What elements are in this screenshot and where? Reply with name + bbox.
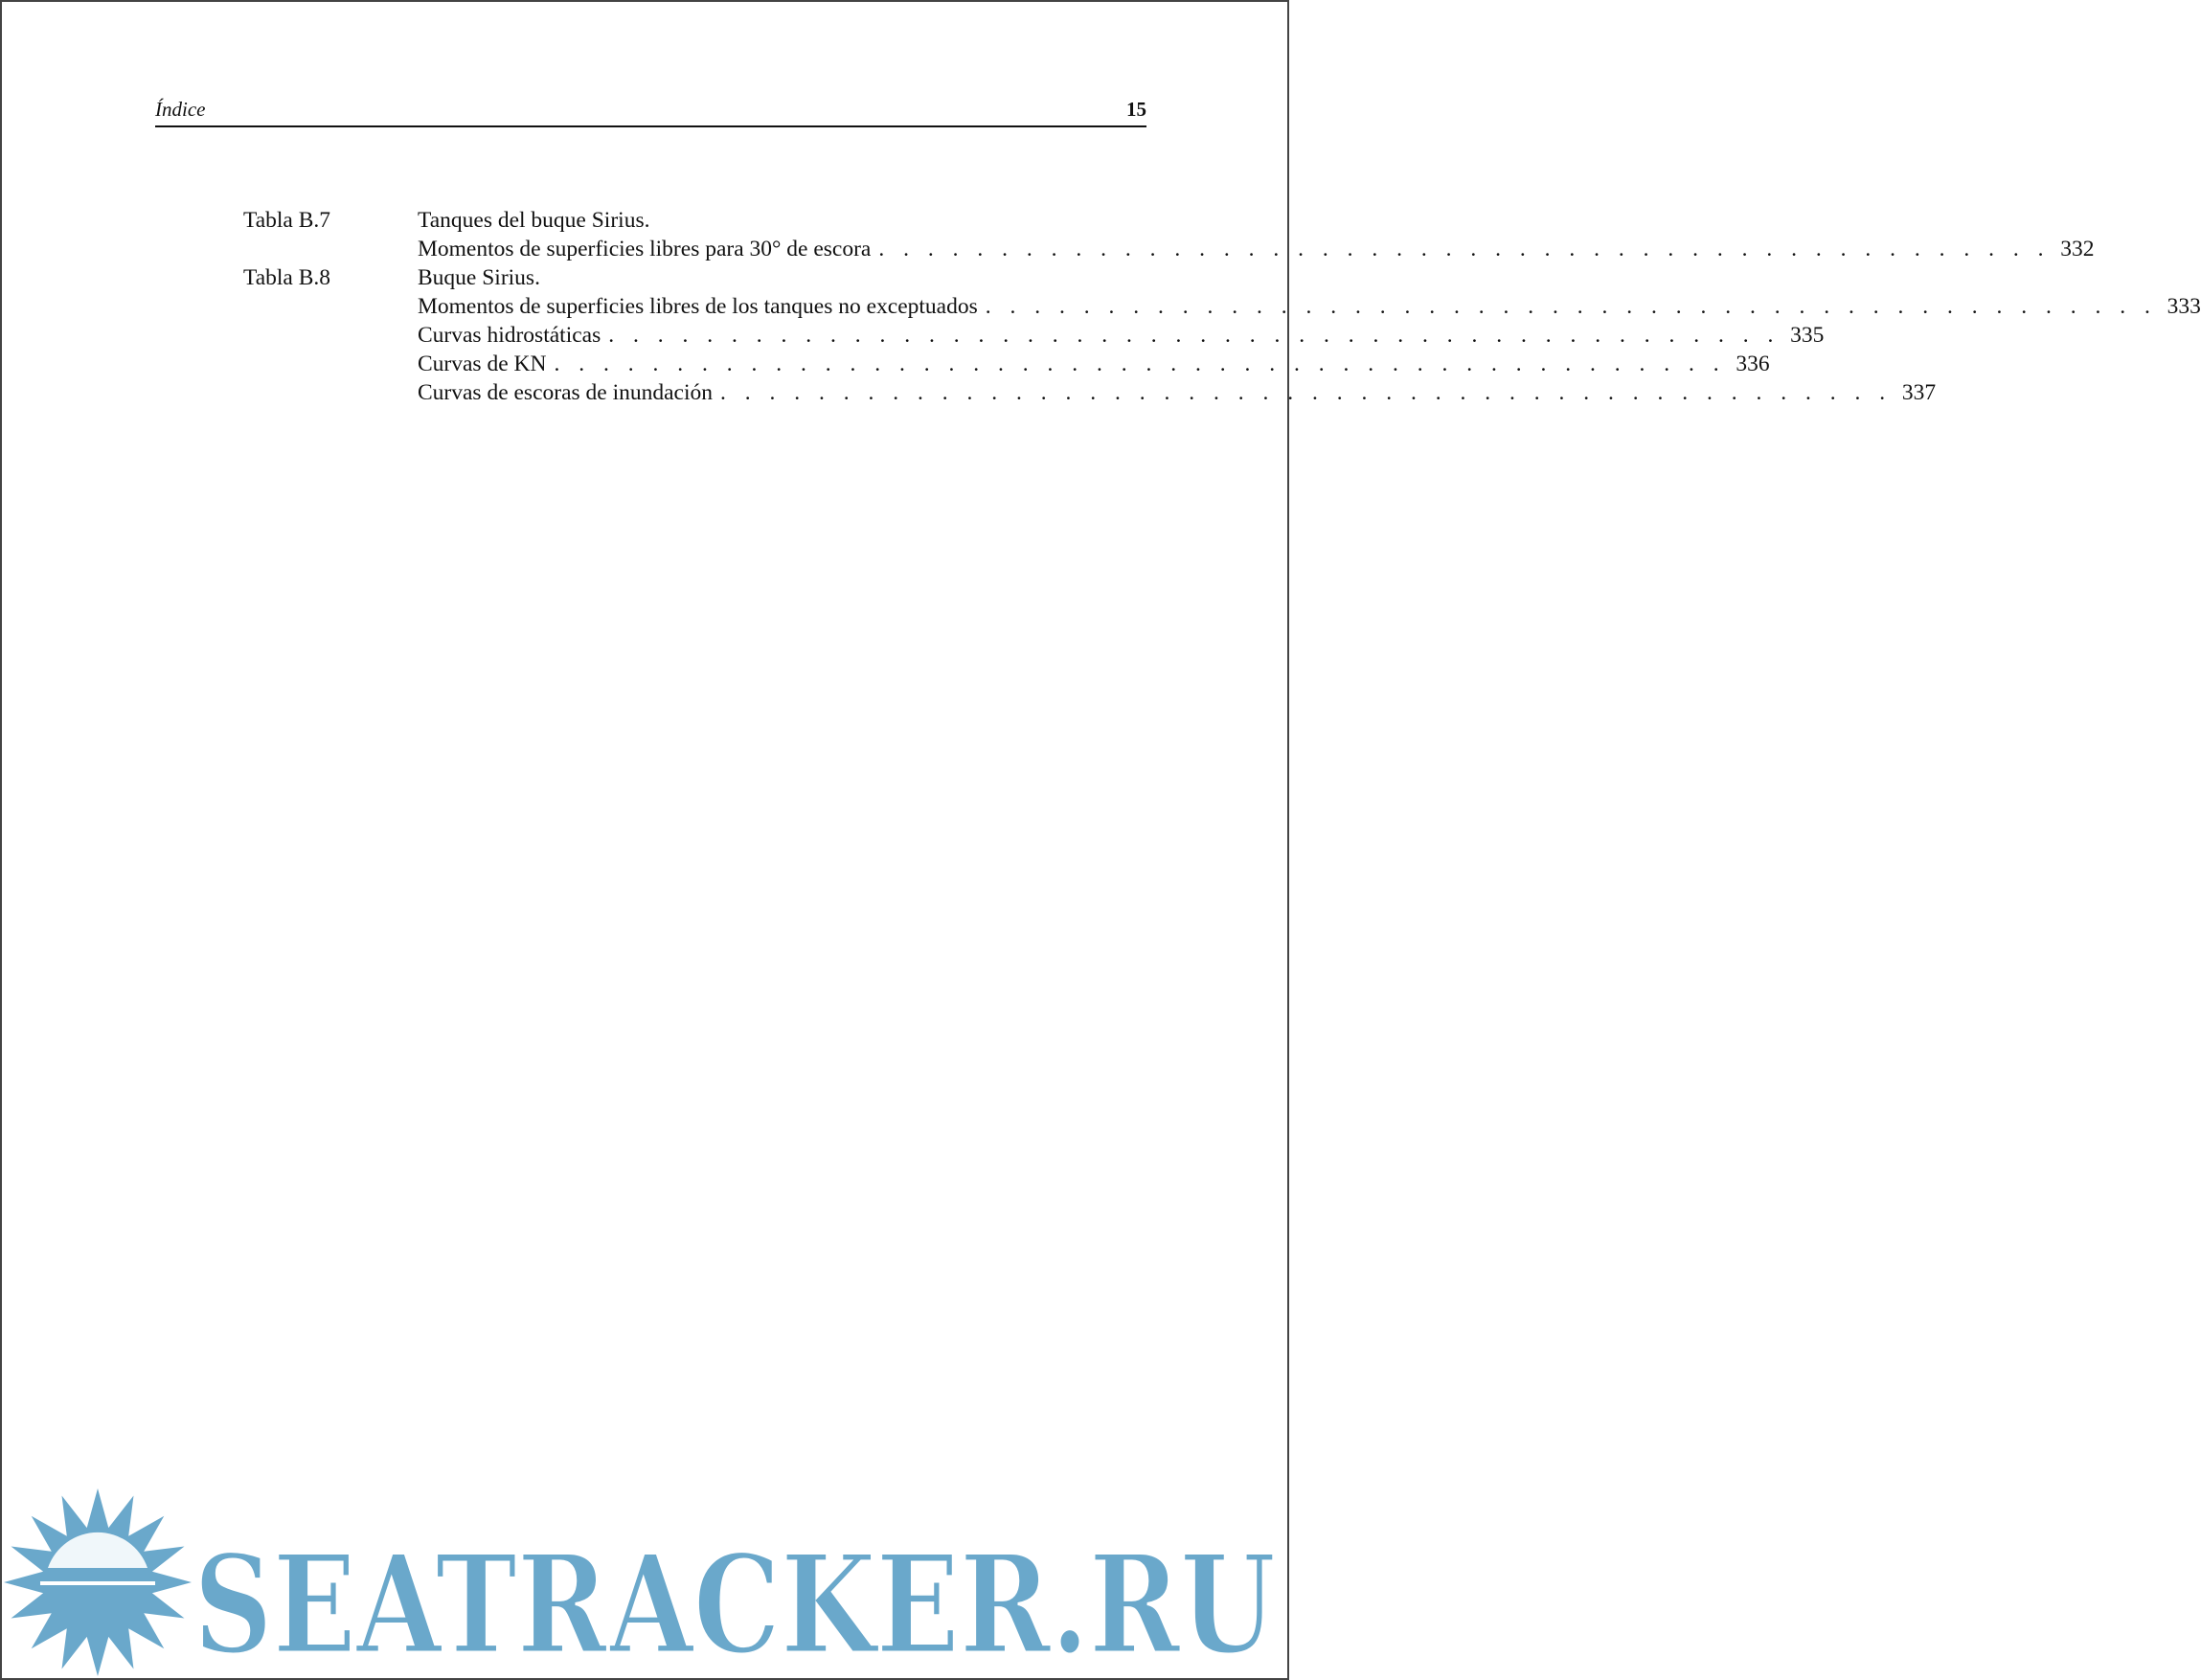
- entry-page-number: 337: [1901, 380, 1937, 405]
- dot-leader: . . . . . . . . . . . . . . . . . . . . . . . . . . . . . . . . . . . . . . . . . . . . . . . .: [878, 237, 2051, 261]
- section-title: Índice: [155, 98, 206, 121]
- entry-title: Momentos de superficies libres de los tanques no exceptuados: [418, 294, 978, 319]
- entry-page-number: 335: [1790, 323, 1825, 348]
- toc-entry[interactable]: [243, 292, 2201, 321]
- entry-title: Curvas hidrostáticas: [418, 323, 601, 348]
- entry-title: Buque Sirius.: [418, 265, 540, 290]
- watermark-text: SEATRACKER.RU: [193, 1526, 1276, 1680]
- toc-entry: [243, 263, 1147, 292]
- toc-entry[interactable]: [243, 321, 1825, 350]
- running-header: [155, 98, 1146, 127]
- entry-title: Curvas de KN: [418, 352, 547, 376]
- table-label: Tabla B.8: [243, 265, 331, 290]
- entry-title: Curvas de escoras de inundación: [418, 380, 714, 405]
- toc-entry: [243, 206, 1147, 235]
- toc-entry[interactable]: [243, 378, 1937, 407]
- dot-leader: . . . . . . . . . . . . . . . . . . . . . . . . . . . . . . . . . . . . . . . . . . . . . . . .: [720, 380, 1893, 405]
- dot-leader: . . . . . . . . . . . . . . . . . . . . . . . . . . . . . . . . . . . . . . . . . . . . . . . .: [554, 352, 1726, 376]
- table-of-contents: [243, 206, 2201, 407]
- entry-page-number: 333: [2167, 294, 2201, 319]
- entry-page-number: 332: [2060, 237, 2095, 261]
- toc-entry[interactable]: [243, 235, 2095, 263]
- page-number: 15: [1126, 98, 1146, 121]
- watermark: [2, 1482, 1291, 1678]
- dot-leader: . . . . . . . . . . . . . . . . . . . . . . . . . . . . . . . . . . . . . . . . . . . . . . . .: [985, 294, 2157, 319]
- entry-page-number: 336: [1736, 352, 1770, 376]
- entry-title: Tanques del buque Sirius.: [418, 208, 650, 233]
- toc-entry[interactable]: [243, 350, 1770, 378]
- table-label: Tabla B.7: [243, 208, 331, 233]
- dot-leader: . . . . . . . . . . . . . . . . . . . . . . . . . . . . . . . . . . . . . . . . . . . . . . . .: [608, 323, 1781, 348]
- entry-title: Momentos de superficies libres para 30° de escora: [418, 237, 872, 261]
- sun-logo-icon: [4, 1488, 192, 1676]
